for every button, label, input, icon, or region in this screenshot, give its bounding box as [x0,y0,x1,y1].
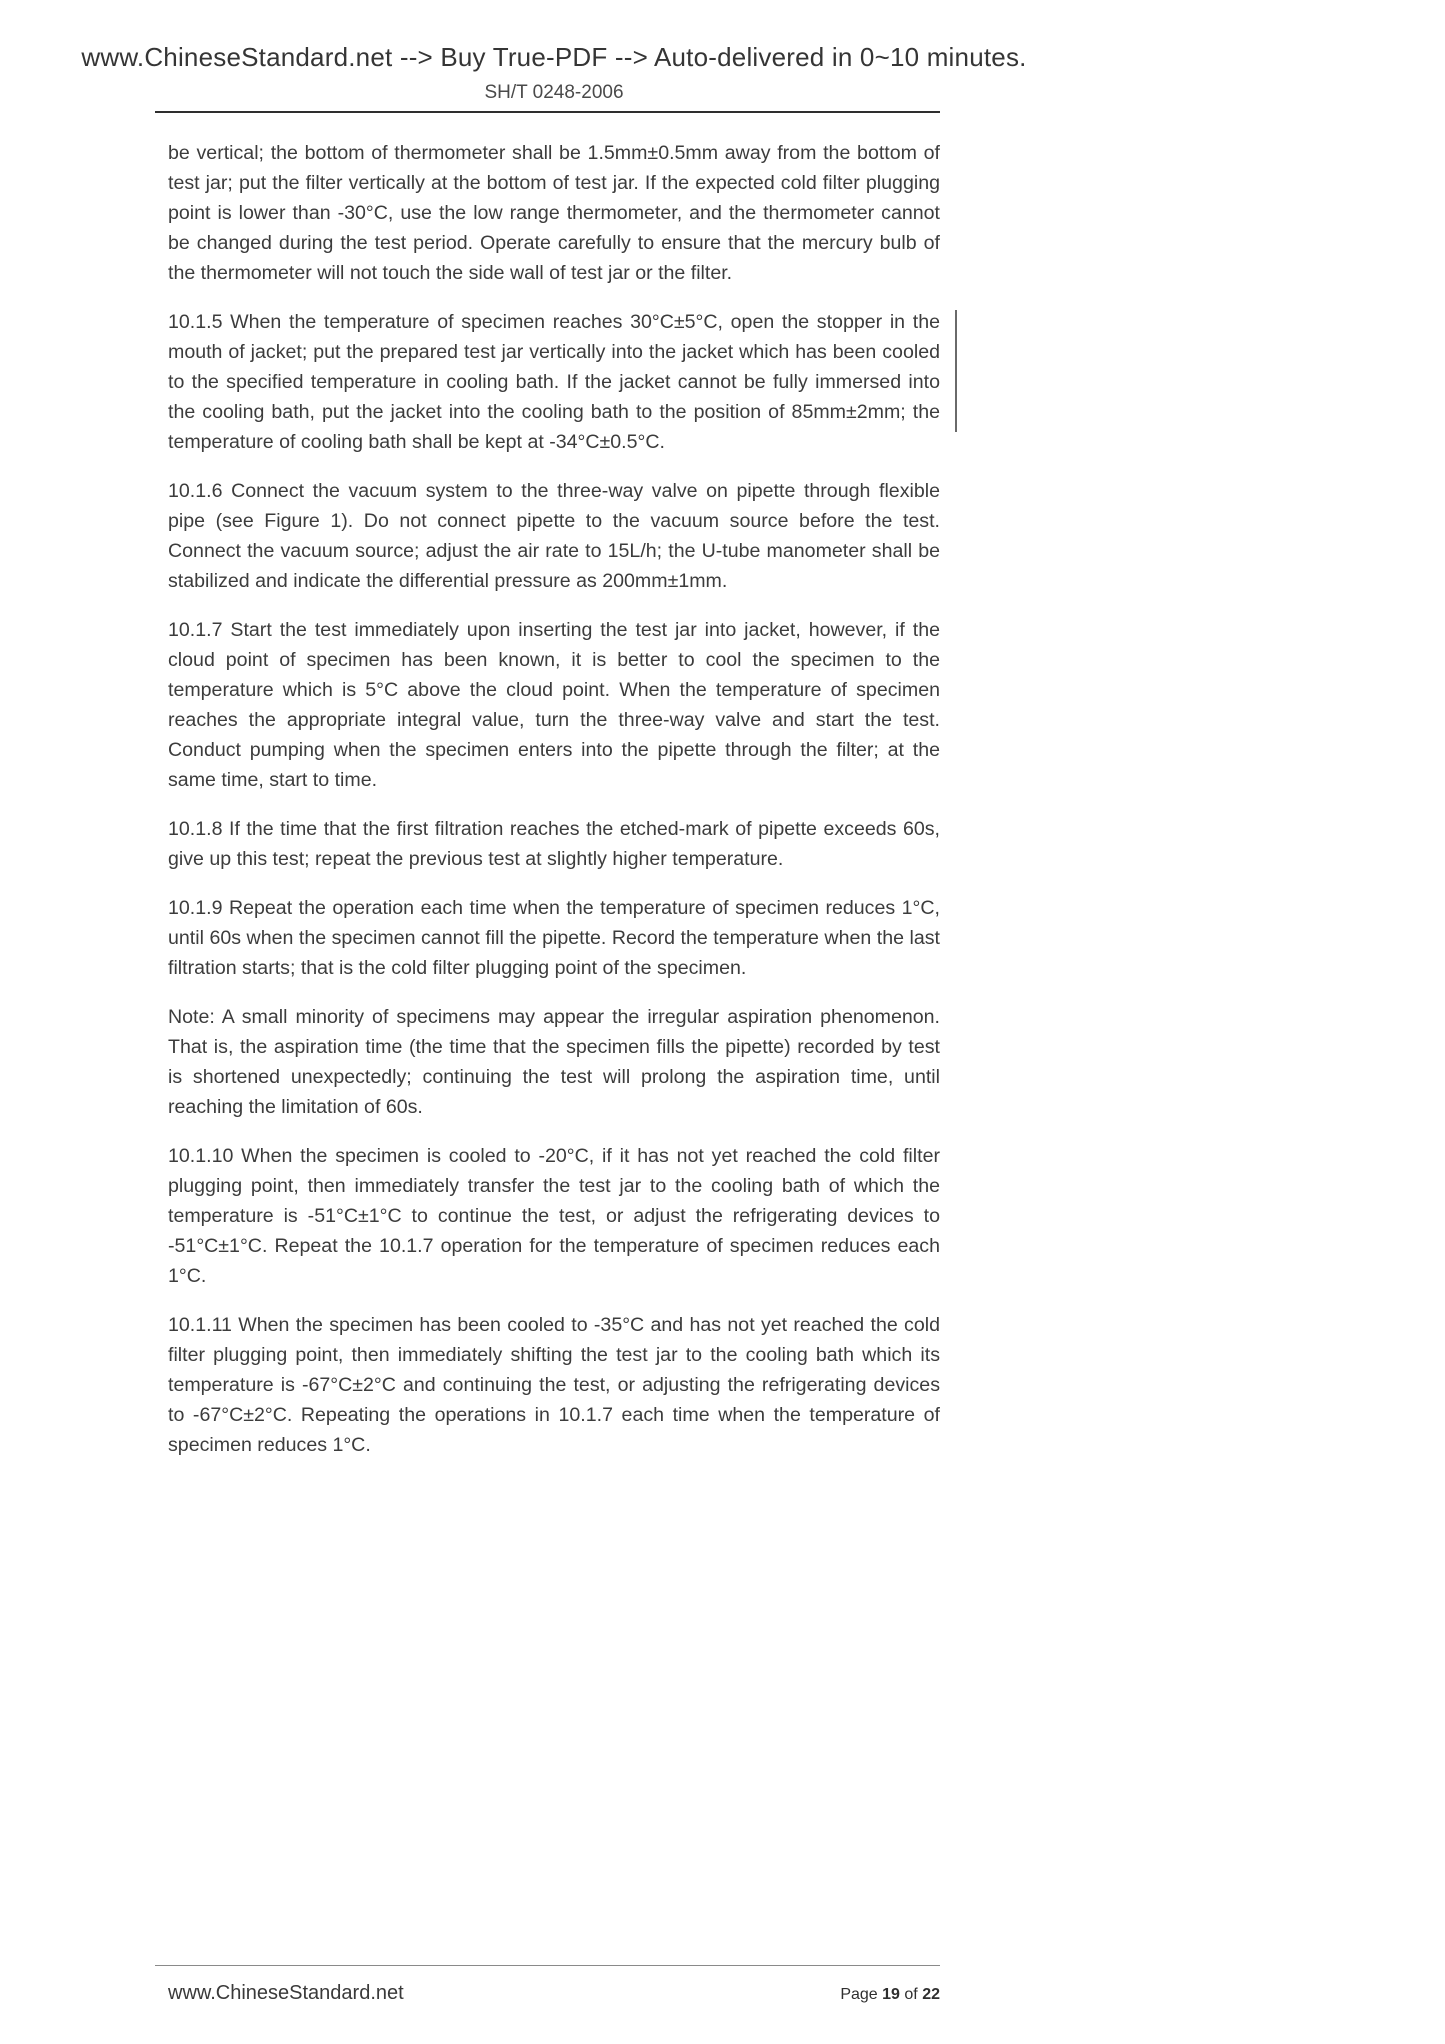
header-divider [155,111,940,113]
page-word: Page [840,1986,878,2003]
standard-number: SH/T 0248-2006 [484,82,624,103]
paragraph-10-1-8: 10.1.8 If the time that the first filtration reaches the etched-mark of pipette exceeds 60s, give up this test; repeat the previous test at slightly higher temperature. [168,818,940,870]
footer-row [155,1982,940,2005]
paragraph-note: Note: A small minority of specimens may appear the irregular aspiration phenomenon. That is, the aspiration time (the time that the specimen fills the pipette) recorded by test is shortened unexpectedly; continuing the test will prolong the aspiration time, until reaching the limitation of 60s. [168,1006,940,1118]
footer-divider [155,1965,940,1966]
paragraph-10-1-7: 10.1.7 Start the test immediately upon inserting the test jar into jacket, however, if the cloud point of specimen has been known, it is better to cool the specimen to the temperature which is 5°C above the cloud point. When the temperature of specimen reaches the appropriate integral value, turn the three-way valve and start the test. Conduct pumping when the specimen enters into the pipette through the filter; at the same time, start to time. [168,619,940,791]
page-current: 19 [882,1986,900,2003]
header-promo-text: www.ChineseStandard.net --> Buy True-PDF --> Auto-delivered in 0~10 minutes. [81,42,1027,72]
paragraph-10-1-11: 10.1.11 When the specimen has been cooled to -35°C and has not yet reached the cold filter plugging point, then immediately shifting the test jar to the cooling bath which its temperature is -67°C±2°C and continuing the test, or adjusting the refrigerating devices to -67°C±2°C. Repeating the operations in 10.1.7 each time when the temperature of specimen reduces 1°C. [168,1314,940,1456]
of-word: of [904,1986,918,2003]
paragraph-continuation: be vertical; the bottom of thermometer shall be 1.5mm±0.5mm away from the bottom of test jar; put the filter vertically at the bottom of test jar. If the expected cold filter plugging point is lower than -30°C, use the low range thermometer, and the thermometer cannot be changed during the test period. Operate carefully to ensure that the mercury bulb of the thermometer will not touch the side wall of test jar or the filter. [168,142,940,284]
footer-site-text: www.ChineseStandard.net [168,1982,404,2004]
paragraph-10-1-5: 10.1.5 When the temperature of specimen reaches 30°C±5°C, open the stopper in the mouth of jacket; put the prepared test jar vertically into the jacket which has been cooled to the specified temperature in cooling bath. If the jacket cannot be fully immersed into the cooling bath, put the jacket into the cooling bath to the position of 85mm±2mm; the temperature of cooling bath shall be kept at -34°C±0.5°C. [168,311,940,453]
revision-change-bar [955,310,957,432]
paragraph-10-1-10: 10.1.10 When the specimen is cooled to -20°C, if it has not yet reached the cold filter plugging point, then immediately transfer the test jar to the cooling bath of which the temperature is -51°C±1°C to continue the test, or adjust the refrigerating devices to -51°C±1°C. Repeat the 10.1.7 operation for the temperature of specimen reduces each 1°C. [168,1145,940,1287]
page-total: 22 [922,1986,940,2003]
paragraph-10-1-5-wrap [168,307,940,457]
page-number [840,1986,940,2004]
paragraph-10-1-6: 10.1.6 Connect the vacuum system to the three-way valve on pipette through flexible pipe (see Figure 1). Do not connect pipette to the vacuum source before the test. Connect the vacuum source; adjust the air rate to 15L/h; the U-tube manometer shall be stabilized and indicate the differential pressure as 200mm±1mm. [168,480,940,592]
page-header [81,42,1027,113]
document-body [168,138,940,1460]
page-footer [155,1965,940,2005]
content-column [81,42,1027,1479]
paragraph-10-1-9: 10.1.9 Repeat the operation each time when the temperature of specimen reduces 1°C, until 60s when the specimen cannot fill the pipette. Record the temperature when the last filtration starts; that is the cold filter plugging point of the specimen. [168,897,940,979]
